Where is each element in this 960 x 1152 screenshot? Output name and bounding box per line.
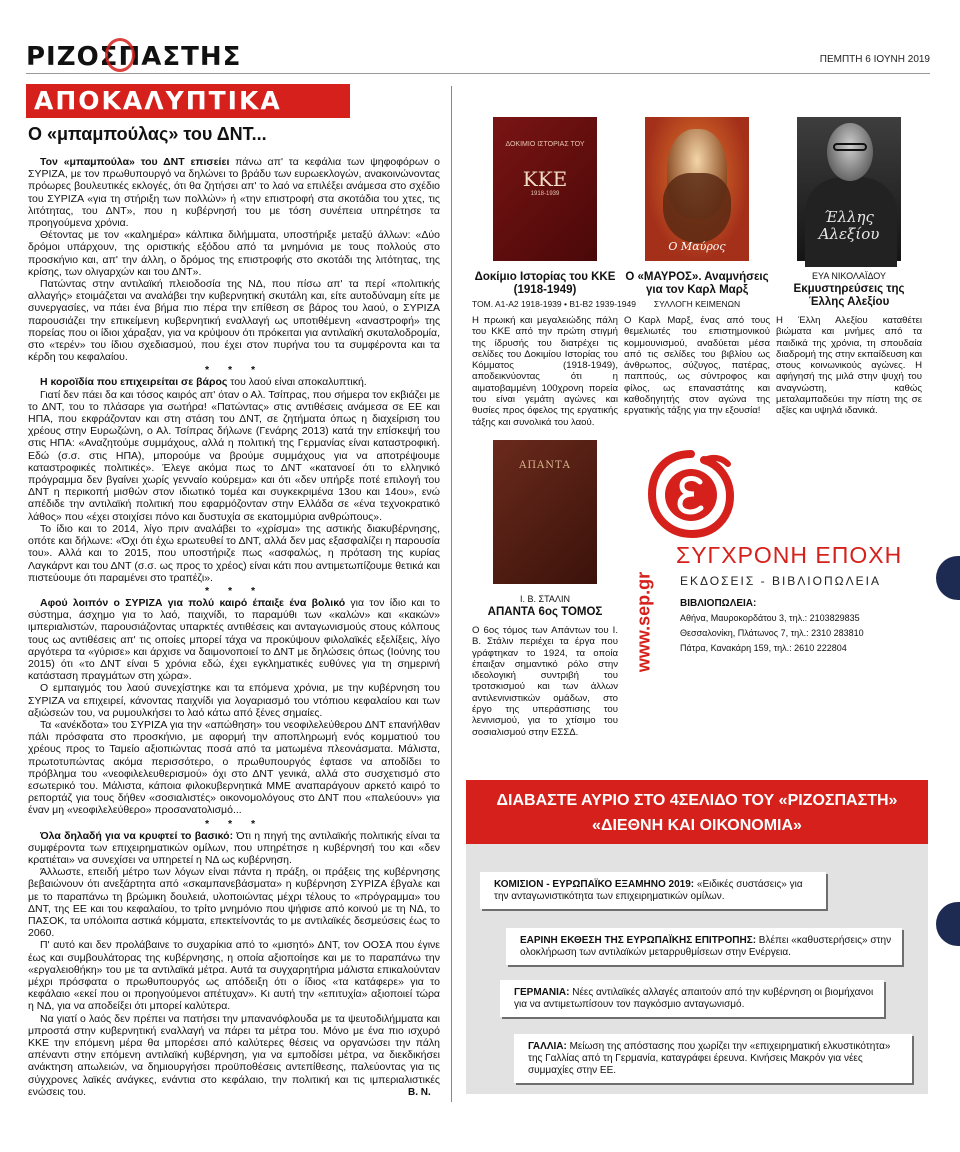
book-card-alexiou[interactable]: [776, 117, 922, 417]
promo-header: [466, 780, 928, 844]
paragraph-text: Το ίδιο και το 2014, λίγο πριν αναλάβει το «χρίσμα» της αστικής διακυβέρνησης, οπότε και δήλωνε: «Όχι ότι έχω ερωτευθεί το ΔΝΤ, αλλά δεν μας εξασφαλίζει η παρουσία του». Αλλά και το 2015, που υποστήριζε πως «ασφαλώς, η πρόταση της κυρίας Λαγκάρντ και του ΔΝΤ (σ.σ. ως προς το χρέος) είναι κάτι που αντιμετωπίζουμε θετικά και πιστεύουμε ότι παραμένει στο τραπέζι».: [28, 522, 440, 584]
column-divider: [451, 86, 452, 1102]
book-description: Ο Καρλ Μαρξ, ένας από τους θεμελιωτές του επιστημονικού κομμουνισμού, αναδύεται μέσα από τις σελίδες του βιβλίου ως άνθρωπος, σύζυγος, πατέρας, παππούς, ως σύντροφος και φίλος, ως επαναστάτης και καθοδηγητής στον αγώνα της εργατικής τάξης για την εξουσία!: [624, 315, 770, 417]
book-title: Ο «ΜΑΥΡΟΣ». Αναμνήσεις για τον Καρλ Μαρξ: [625, 271, 769, 296]
article-paragraph: [28, 597, 440, 682]
book-author: ΕΥΑ ΝΙΚΟΛΑΪΔΟΥ: [812, 271, 886, 281]
publisher-url[interactable]: [626, 570, 662, 674]
book-card-mavros[interactable]: [624, 117, 770, 417]
promo-item-lead: ΓΑΛΛΙΑ:: [528, 1041, 567, 1052]
cover-label: ΑΠΑΝΤΑ: [519, 460, 571, 471]
article-paragraph: [28, 939, 440, 1012]
portrait-icon: [827, 123, 873, 181]
promo-item[interactable]: [506, 928, 902, 965]
publisher-url-text[interactable]: www.sep.gr: [633, 571, 654, 673]
article-paragraph: [28, 278, 440, 363]
paragraph-text: Να γιατί ο λαός δεν πρέπει να πατήσει την μπανανόφλουδα με τα ψευτοδιλήμματα και μπροστά στην κυβερνητική εναλλαγή να πάρει τα μέτρα του. Μόνο με ένα πιο ισχυρό ΚΚΕ την επόμενη μέρα θα μπορέσει από καλύτερες θέσεις να οργανώσει την πάλη απέναντι στην επόμενη αντιλαϊκή κυβέρνηση, για να εμποδίσει μέτρα, να διεκδικήσει ανάκτηση απωλειών, να δημιουργήσει προϋποθέσεις αντεπίθεσης, παλεύοντας για τις σύγχρονες λαϊκές ανάγκες, ενάντια στο κεφάλαιο, την πολιτική και τις ιμπεριαλιστικές ενώσεις του.: [28, 1012, 440, 1098]
section-separator: * * *: [204, 584, 264, 597]
glasses-icon: [833, 143, 867, 151]
article-paragraph: [28, 866, 440, 939]
article-paragraph: [28, 682, 440, 719]
section-title: ΑΠΟΚΑΛΥΠΤΙΚΑ: [34, 86, 282, 115]
paragraph-text: Γιατί δεν πάει δα και τόσος καιρός απ' όταν ο Αλ. Τσίπρας, που σήμερα τον εκβιάζει με το ΔΝΤ, του το πλάσαρε για σωτήρα! «Πατώντας» στις αντιθέσεις ανάμεσα σε ΕΕ και ΗΠΑ, που εκφράζονταν και στη στάση του ΔΝΤ, σε ζητήματα όπως η διαχείριση του χρέους στην Ευρωζώνη, ο Αλ. Τσίπρας δήλωνε (Γενάρης 2013) κατά την επίσκεψή του στις ΗΠΑ: «Αναζητούμε συμμάχους, αλλά η πολιτική της Γερμανίας είναι καταστροφική. Εδώ (σ.σ. στις ΗΠΑ), μπορούμε να βρούμε συμμάχους για να αποτρέψουμε καταστροφικές πολιτικές». Έλεγε ακόμα πως το ΔΝΤ «κατανοεί ότι το ελληνικό πρόγραμμα δεν βγαίνει χωρίς γενναίο κούρεμα» και ότι «δεν υπήρξε ποτέ επιλογή του ΔΝΤ η περικοπή μισθών στον ιδιωτικό τομέα και συγκεκριμένα 13ου και 14ου», ενώ απέδιδε την αντιλαϊκή πολιτική που εφαρμόζονταν στην Ελλάδα σε «ένα τεχνοκρατικό λάθος» που «έχει στοιχίσει πόνο και δυστυχία σε εκατομμύρια ανθρώπους».: [28, 388, 440, 523]
paragraph-text: Θέτοντας με τον «καλημέρα» κάλπικα διλήμματα, υποστήριξε μεταξύ άλλων: «Δύο δρόμοι υπάρχουν, της οριστικής εξόδου από τα μνημόνια με τους πολλούς στο προσκήνιο και, απ' την άλλη, ο δρόμος της επιστροφής στο σκοτάδι της λιτότητας, της κρίσης, των ολιγαρχών και του ΔΝΤ».: [28, 229, 440, 278]
book-description: Η Έλλη Αλεξίου καταθέτει βιώματα και μνήμες από τα παιδικά της χρόνια, τη σπουδαία διαδρομή της στην εκπαίδευση και στους κοινωνικούς αγώνες. Η αφήγησή της μιλά στην ψυχή του αναγνώστη, καθώς μεταλαμπαδεύει την πίστη της σε αξίες και υψηλά ιδανικά.: [776, 315, 922, 417]
cover-years: 1918-1939: [530, 191, 560, 197]
book-title: Εκμυστηρεύσεις της Έλλης Αλεξίου: [793, 283, 905, 308]
promo-header-line-2: «ΔΙΕΘΝΗ ΚΑΙ ΟΙΚΟΝΟΜΙΑ»: [592, 817, 802, 834]
paragraph-text: πάνω απ' τα κεφάλια των ψηφοφόρων ο ΣΥΡΙΖΑ, με τον πρωθυπουργό να δηλώνει το βράδυ των ευρωεκλογών, ανακοινώνοντας πρόωρες βουλευτικές εκλογές, ότι θα ζητήσει απ' το λαό να επιλέξει ανάμεσα στο σχέδιο του ΣΥΡΙΖΑ «για τη στήριξη των πολλών» ή «την επιστροφή στα σκοτάδια του χτες, τις λιτότητας, του ΔΝΤ», που η κυβέρνησή του με τόση συνέπεια υπηρέτησε τα προηγούμενα χρόνια.: [28, 156, 440, 230]
book-subtitle: ΤΟΜ. Α1-Α2 1918-1939 • Β1-Β2 1939-1949: [472, 299, 636, 309]
article-paragraph: [28, 1013, 440, 1098]
promo-item-lead: ΕΑΡΙΝΗ ΕΚΘΕΣΗ ΤΗΣ ΕΥΡΩΠΑΪΚΗΣ ΕΠΙΤΡΟΠΗΣ:: [520, 935, 757, 946]
promo-item-lead: ΓΕΡΜΑΝΙΑ:: [514, 987, 570, 998]
article-paragraph: [28, 376, 440, 388]
shop-address: Θεσσαλονίκη, Πλάτωνος 7, τηλ.: 2310 283810: [680, 628, 864, 638]
book-cover-image: [493, 117, 597, 261]
shops-label: ΒΙΒΛΙΟΠΩΛΕΙΑ:: [680, 598, 757, 609]
publisher-ad[interactable]: [632, 440, 932, 672]
book-cover-image: [645, 117, 749, 261]
paragraph-text: για τον ίδιο και το σύστημα, άσχημο για το λαό, παιχνίδι, το παραμύθι των «καλών» και «κακών» ιμπεριαλιστών, παρουσιάζοντας υπαρκτές αντιθέσεις και ανταγωνισμούς στους κόλπους τους ως αντιθέσεις απ' τις οποίες μπορεί τάχα να προκύψουν φιλολαϊκές εξελίξεις, λίγο αργότερα τα «γύρισε» και άρχισε να δαιμονοποιεί το ΔΝΤ με δηλώσεις όπως (Ιούνης του 2015) ότι «το ΔΝΤ είναι 5 χρόνια εδώ, έχει εγκληματικές ευθύνες για τη σημερινή κατάσταση πραγμάτων στη χώρα».: [28, 596, 441, 683]
promo-item-lead: ΚΟΜΙΣΙΟΝ - ΕΥΡΩΠΑΪΚΟ ΕΞΑΜΗΝΟ 2019:: [494, 879, 695, 890]
promo-item[interactable]: [514, 1034, 912, 1083]
publisher-shops: [680, 596, 864, 656]
paragraph-lead: Όλα δηλαδή για να κρυφτεί το βασικό:: [40, 829, 234, 842]
shop-address: Πάτρα, Κανακάρη 159, τηλ.: 2610 222804: [680, 643, 847, 653]
promo-item-text: Βλέπει «καθυστερήσεις» στην ολοκλήρωση των αντιλαϊκών μεταρρυθμίσεων στην Ενέργεια.: [520, 935, 892, 958]
article-paragraph: [28, 523, 440, 584]
page-edge-tab: [936, 902, 960, 946]
book-description: Ο 6ος τόμος των Απάντων του Ι. Β. Στάλιν περιέχει τα έργα που γράφτηκαν το 1924, τα οποία έπαιξαν σημαντικό ρόλο στην ιδεολογική συντριβή του τροτσκισμού και των άλλων αντιλενινιστικών ομάδων, στο έργο της υπεράσπισης του λενινισμού, για το χτίσιμο του σοσιαλισμού στην ΕΣΣΔ.: [472, 625, 618, 738]
paragraph-lead: Η κοροϊδία που επιχειρείται σε βάρος: [40, 376, 228, 389]
article-paragraph: [28, 229, 440, 278]
book-cover-image: [797, 117, 901, 261]
promo-item[interactable]: [500, 980, 884, 1017]
shop-address: Αθήνα, Μαυροκορδάτου 3, τηλ.: 2103829835: [680, 613, 860, 623]
section-banner: [26, 84, 350, 118]
cover-label: Ο Μαύρος: [668, 240, 726, 253]
paragraph-text: Άλλωστε, επειδή μέτρο των λόγων είναι πάντα η πράξη, οι πράξεις της κυβέρνησης βεβαιώνουν ότι ανεξάρτητα από «σκαμπανεβάσματα» η κυβέρνηση ΣΥΡΙΖΑ έβγαλε και με το παραπάνω τη βρώμικη δουλειά, υλοποιώντας μέχρι τέλους το «πρόγραμμα» του ΔΝΤ, της ΕΕ και του κεφαλαίου, το τρίτο μνημόνιο που ψήφισε από κοινού με τη ΝΔ, το ΠΑΣΟΚ, τα υπόλοιπα αστικά κόμματα, επεκτείνοντάς το με αντιλαϊκές δεσμεύσεις έως το 2060.: [28, 866, 440, 940]
paragraph-text: Ότι η πηγή της αντιλαϊκής πολιτικής είναι τα συμφέροντα των επιχειρηματικών ομίλων, που υπηρέτησε η κυβέρνησή του και «δεν κρατιέται» να συνεχίσει να υπηρετεί η ΝΔ ως κυβέρνηση.: [28, 829, 440, 866]
promo-item-text: Νέες αντιλαϊκές αλλαγές απαιτούν από την κυβέρνηση οι βιομήχανοι για να αντιμετωπίσουν τον παγκόσμιο ανταγωνισμό.: [514, 987, 874, 1010]
paragraph-text: Ο εμπαιγμός του λαού συνεχίστηκε και τα επόμενα χρόνια, με την κυβέρνηση του ΣΥΡΙΖΑ να επιχειρεί, κάνοντας παιχνίδι για λογαριασμό του ντόπιου κεφαλαίου και των αξιώσεών του, να ρυμουλκήσει το λαό κάτω από ξένες σημαίες.: [28, 682, 440, 719]
paragraph-lead: Αφού λοιπόν ο ΣΥΡΙΖΑ για πολύ καιρό έπαιξε ένα βολικό: [40, 596, 346, 609]
cover-label: Έλλης Αλεξίου: [818, 208, 880, 243]
book-author: Ι. Β. ΣΤΑΛΙΝ: [520, 594, 570, 604]
paragraph-text: Τα «ανέκδοτα» του ΣΥΡΙΖΑ για την «απώθηση» του νεοφιλελεύθερου ΔΝΤ επανήλθαν πάλι πρόσφατα στο προσκήνιο, με αφορμή την αποπληρωμή ενός κομματιού του χρέους προς το Ταμείο αξιοπιώντας ποσά από τα ματωμένα πλεονάσματα. Μάλιστα, πρωτοτυπώντας ακόμα περισσότερο, ο πρωθυπουργός έφτασε να αποδίδει το πρόβλημα του «νεοφιλελευθερισμού» όχι στο ΔΝΤ γενικά, αλλά στο συσχετισμό στο εσωτερικό του. Μάλιστα, κάποια φιλοκυβερνητικά ΜΜΕ αναπαράγουν αρκετό καιρό το ρεπορτάζ για τους δήθεν «σοσιαλιστές» οικονομολόγους στο ΔΝΤ που «παλεύουν» για έναν μη «νεοφιλελεύθερο» προσανατολισμό...: [28, 718, 440, 817]
masthead: [26, 44, 930, 74]
article-paragraph: [28, 830, 440, 867]
publisher-tagline: ΕΚΔΟΣΕΙΣ - ΒΙΒΛΙΟΠΩΛΕΙΑ: [680, 574, 881, 588]
newspaper-logo[interactable]: ΡΙΖΟΣΠΑΣΤΗΣ: [26, 42, 242, 72]
page-edge-tab: [936, 556, 960, 600]
promo-header-line-1: ΔΙΑΒΑΣΤΕ ΑΥΡΙΟ ΣΤΟ 4ΣΕΛΙΔΟ ΤΟΥ «ΡΙΖΟΣΠΑΣΤΗ»: [496, 792, 898, 809]
book-cover-image: [493, 440, 597, 584]
logo-mark-icon: [105, 38, 135, 72]
article-paragraph: [28, 719, 440, 817]
book-card-stalin-apanta[interactable]: [472, 440, 618, 738]
article-paragraph: [28, 389, 440, 523]
section-separator: * * *: [204, 364, 264, 377]
paragraph-text: Π' αυτό και δεν προλάβαινε το συχαρίκια από το «μισητό» ΔΝΤ, τον ΟΟΣΑ που έγινε έως και συμβουλάτορας της κυβέρνησης, η οποία αξιοποίησε και με το παραπάνω την «εργαλειοθήκη» του με τα αντιλαϊκά μέτρα. Αυτά τα συγχαρητήρια μάλιστα επικαλούνταν μέχρι πρόσφατα ο πρωθυπουργός ως απόδειξη ότι ο ίδιος «τα κατάφερε» για το κεφάλαιο «εκεί που οι προηγούμενοι απέτυχαν». Κι αυτή την «επιτυχία» αξιοποιεί τώρα η ΝΔ, για να αποδείξει ότι μπορεί καλύτερα.: [28, 939, 440, 1013]
article-paragraph: [28, 156, 440, 229]
promo-item-text: «Ειδικές συστάσεις» για την ανταγωνιστικότητα των επιχειρηματικών ομίλων.: [494, 879, 803, 902]
book-subtitle: ΣΥΛΛΟΓΗ ΚΕΙΜΕΝΩΝ: [653, 299, 741, 309]
tomorrow-promo-box: [466, 780, 928, 1094]
book-description: Η πρωική και μεγαλειώδης πάλη του ΚΚΕ από την πρώτη στιγμή της ίδρυσής του διατρέχει τις σελίδες του Δοκιμίου Ιστορίας του Κόμματος (1918-1949), αποδεικνύοντας ότι η αιματοβαμμένη 100χρονη πορεία του είναι γεμάτη αγώνες και θυσίες προς όφελος της εργατικής τάξης και συνολικά του λαού.: [472, 315, 618, 428]
book-title: Δοκίμιο Ιστορίας του ΚΚΕ (1918-1949): [474, 271, 616, 296]
article-signature: Β. Ν.: [408, 1087, 431, 1098]
promo-item-text: Μείωση της απόστασης που χωρίζει την «επιχειρηματική ελκυστικότητα» της Γαλλίας από τη Γερμανία, καταγράφει έρευνα. Κινήσεις Μακρόν για νέες συμμαχίες στην ΕΕ.: [528, 1041, 891, 1076]
issue-date: ΠΕΜΠΤΗ 6 ΙΟΥΝΗ 2019: [819, 54, 930, 65]
cover-main-title: ΚΚΕ: [522, 167, 568, 191]
beard-shape: [663, 173, 731, 243]
publisher-logo-icon: [644, 448, 738, 540]
promo-item[interactable]: [480, 872, 826, 909]
publisher-name: ΣΥΓΧΡΟΝΗ ΕΠΟΧΗ: [676, 542, 903, 568]
section-separator: * * *: [204, 817, 264, 830]
cover-label: ΔΟΚΙΜΙΟ ΙΣΤΟΡΙΑΣ ΤΟΥ: [505, 141, 585, 148]
article-headline: Ο «μπαμπούλας» του ΔΝΤ...: [28, 124, 267, 144]
paragraph-text: Πατώντας στην αντιλαϊκή πλειοδοσία της ΝΔ, που πίσω απ' τα περί «πολιτικής αλλαγής» ετοιμάζεται να αναλάβει την κυβερνητική σκυτάλη και, είτε αυτοδύναμη είτε με συνεργασίες, να πάει ένα βήμα πιο πέρα την επίθεση σε βάρος του λαού, ο ΣΥΡΙΖΑ παρουσιάζει την επικείμενη κυβερνητική εναλλαγή ως υποτιθέμενη «αναστροφή» της πορείας που οι ίδιοι χάραξαν, για να κρύψουν ότι πρόκειται για αντιλαϊκή σκυταλοδρομία, στο «τερέν» του ίδιου σχεδιασμού, που έχει στον πυρήνα του τα συμφέροντα και τα κέρδη του κεφαλαίου.: [28, 278, 440, 364]
book-title: ΑΠΑΝΤΑ 6ος ΤΟΜΟΣ: [487, 606, 603, 618]
paragraph-lead: Τον «μπαμπούλα» του ΔΝΤ επισείει: [40, 156, 230, 168]
paragraph-text: του λαού είναι αποκαλυπτική.: [227, 376, 367, 389]
book-card-kke-history[interactable]: [472, 117, 636, 428]
